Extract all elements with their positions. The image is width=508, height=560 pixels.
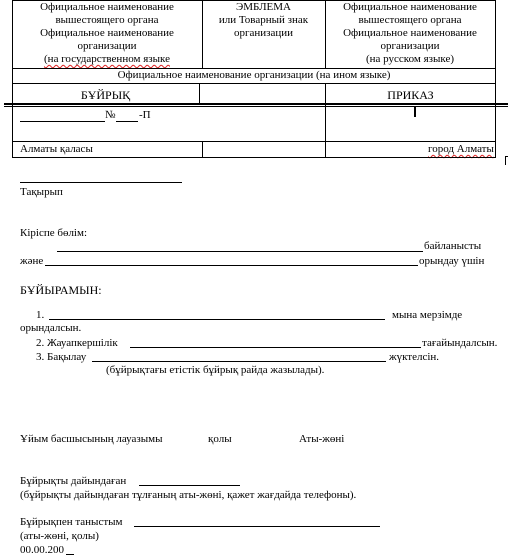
- verb-note: (бұйрықтағы етістік бұйрық райда жазылады).: [106, 364, 325, 376]
- item2-blank: [130, 347, 421, 348]
- left-line-2: вышестоящего органа: [55, 14, 159, 26]
- prepared-blank: [139, 485, 240, 486]
- row-divider-3: [12, 141, 496, 142]
- right-org-name: [325, 1, 495, 66]
- number-sign: №: [105, 109, 116, 121]
- city-divider: [202, 141, 203, 158]
- intro-label: Кіріспе бөлім:: [20, 227, 88, 239]
- right-line-4: организации: [380, 40, 440, 52]
- left-org-name: [12, 1, 202, 66]
- number-suffix: -П: [139, 109, 151, 121]
- acquainted-label: Бұйрықпен таныстым: [20, 516, 123, 528]
- item2-end: тағайындалсын.: [422, 337, 498, 349]
- row-divider-2: [12, 83, 496, 84]
- item2-start: 2. Жауапкершілік: [36, 337, 118, 349]
- prepared-note: (бұйрықты дайындаған тұлғаның аты-жөні, қажет жағдайда телефоны).: [20, 489, 357, 501]
- date-placeholder: 00.00.200: [20, 544, 64, 556]
- head-position: Ұйым басшысының лауазымы: [20, 433, 163, 445]
- date-blank: [66, 554, 74, 555]
- table-border-bottom: [12, 157, 496, 158]
- text-cursor: [414, 107, 416, 117]
- intro-end-2: орындау үшін: [419, 255, 485, 267]
- city-ru-text: город Алматы: [428, 143, 494, 155]
- right-line-2: вышестоящего органа: [358, 14, 462, 26]
- city-ru: [428, 143, 494, 155]
- prepared-by: Бұйрықты дайындаған: [20, 475, 127, 487]
- order-word: БҰЙЫРАМЫН:: [20, 283, 102, 297]
- emblem-line-2: или Товарный знак: [218, 14, 309, 26]
- left-line-5: (на государственном языке: [44, 53, 170, 65]
- item1-num: 1.: [36, 309, 45, 321]
- emblem-cell: [202, 1, 325, 40]
- right-line-3: Официальное наименование: [343, 27, 477, 39]
- city-kz: Алматы қаласы: [20, 143, 93, 155]
- acquainted-note: (аты-жөні, қолы): [20, 530, 99, 542]
- intro-start-2: және: [20, 255, 44, 267]
- full-name-label: Аты-жөні: [299, 433, 345, 445]
- emblem-line-1: ЭМБЛЕМА: [236, 1, 291, 13]
- item1-cont: орындалсын.: [20, 322, 82, 334]
- intro-blank-2: [45, 265, 418, 266]
- doctype-divider-1: [199, 84, 200, 104]
- thick-rule-2: [4, 106, 508, 107]
- number-blank-2: [116, 121, 138, 122]
- foreign-org-name: Официальное наименование организации (на ином языке): [117, 69, 391, 81]
- right-line-5: (на русском языке): [366, 53, 454, 65]
- item1-blank: [49, 319, 385, 320]
- right-line-1: Официальное наименование: [343, 1, 477, 13]
- intro-blank-1: [57, 251, 423, 252]
- emblem-line-3: организации: [233, 27, 294, 39]
- number-blank-1: [20, 121, 105, 122]
- title-blank: [20, 182, 182, 183]
- left-line-1: Официальное наименование: [40, 1, 174, 13]
- intro-end-1: байланысты: [424, 240, 482, 252]
- item3-end: жүктелсін.: [389, 351, 440, 363]
- item3-start: 3. Бақылау: [36, 351, 87, 363]
- thick-rule: [4, 103, 508, 105]
- item3-blank: [92, 361, 386, 362]
- acquainted-blank: [134, 526, 380, 527]
- doc-type-ru: ПРИКАЗ: [387, 88, 434, 102]
- left-line-4: организации: [77, 40, 137, 52]
- title-label: Тақырып: [20, 186, 63, 198]
- doc-type-kz: БҰЙРЫҚ: [80, 88, 131, 102]
- signature-label: қолы: [208, 433, 232, 445]
- left-line-3: Официальное наименование: [40, 27, 174, 39]
- item1-end: мына мерзімде: [392, 309, 463, 321]
